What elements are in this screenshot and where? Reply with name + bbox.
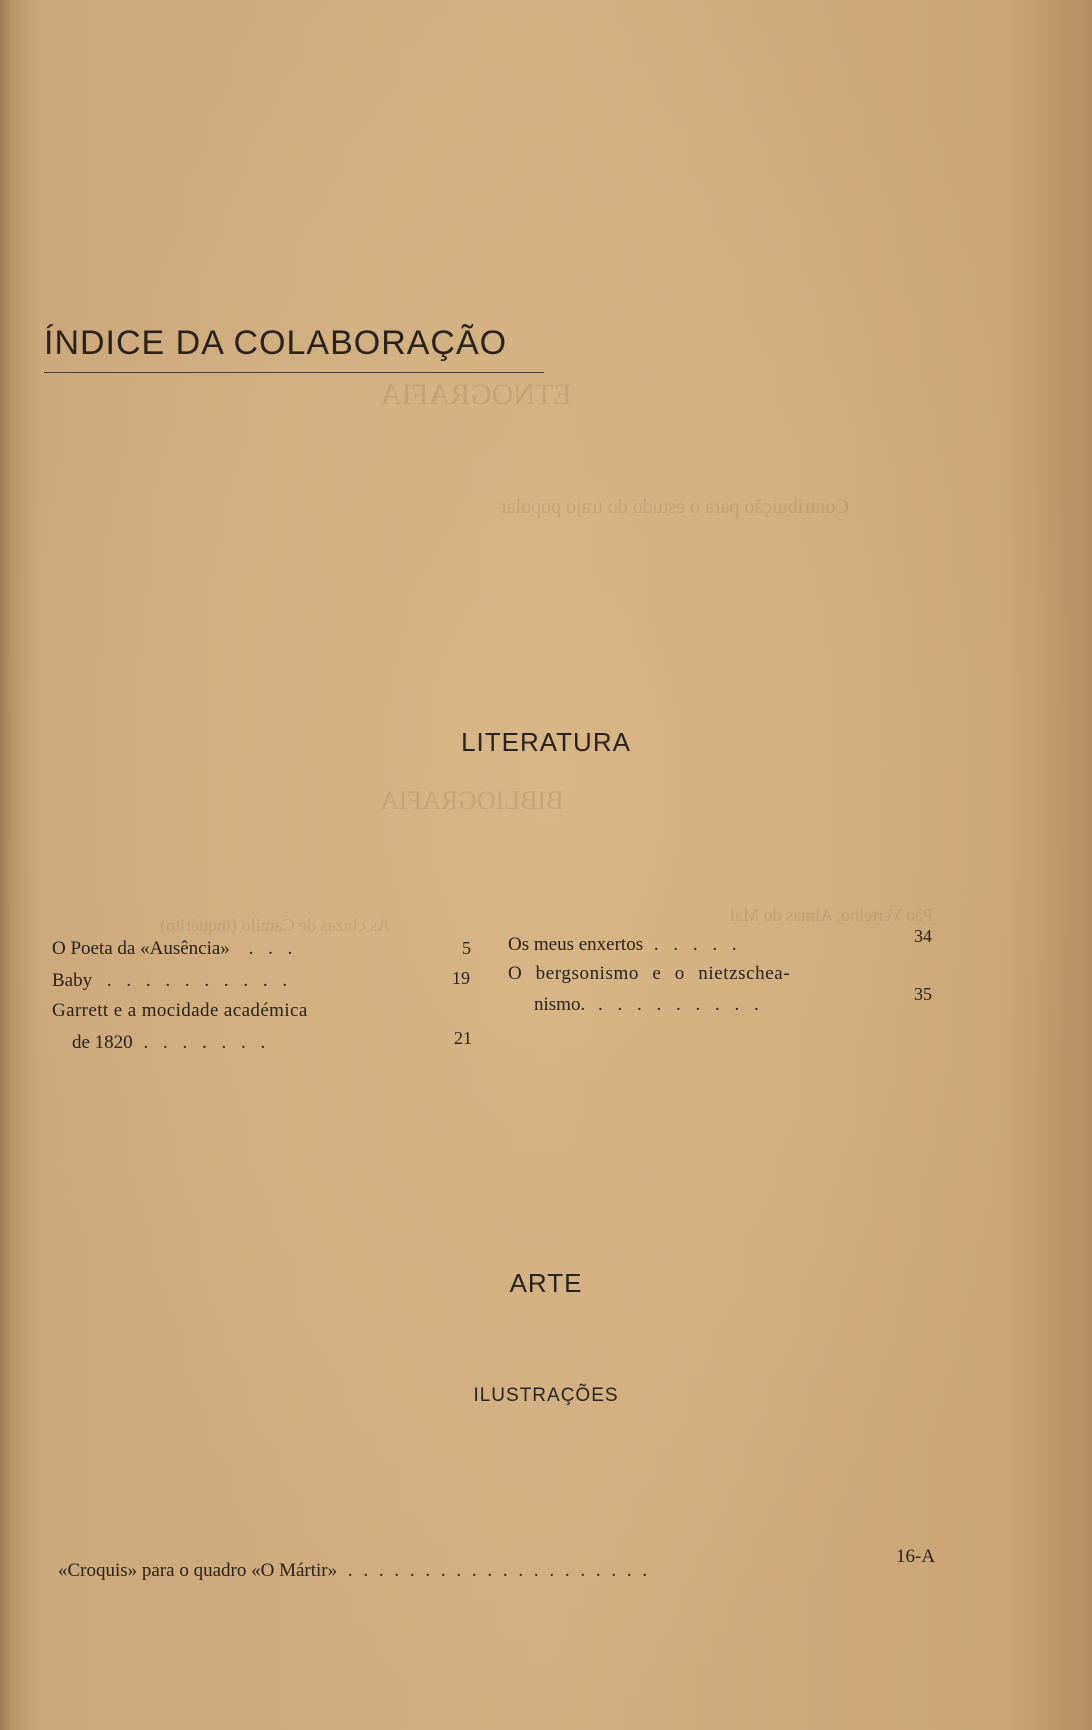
title-underline bbox=[44, 372, 544, 373]
entry-title: Os meus enxertos bbox=[508, 934, 644, 955]
leader-dots: . . . . . bbox=[653, 934, 742, 955]
section-heading-literatura: LITERATURA bbox=[461, 727, 631, 757]
leader-dots: . . . . . . . bbox=[143, 1032, 271, 1053]
page-number: 35 bbox=[914, 984, 932, 1004]
page-number: 34 bbox=[914, 926, 932, 946]
page-number: 16-A bbox=[896, 1546, 936, 1567]
entry-title: O Poeta da «Ausência» bbox=[52, 938, 230, 959]
entry-title: de 1820 bbox=[72, 1032, 133, 1053]
page-number: 19 bbox=[452, 968, 470, 988]
toc-entry bbox=[52, 970, 292, 992]
leader-dots: . . . . . . . . . bbox=[597, 994, 764, 1015]
toc-entry bbox=[58, 1560, 650, 1582]
show-through-text: As cinzas de Camilo (inquérito) bbox=[160, 915, 390, 935]
entry-title: «Croquis» para o quadro «O Mártir» bbox=[58, 1560, 338, 1581]
toc-entry bbox=[508, 934, 742, 956]
toc-entry bbox=[508, 963, 790, 985]
show-through-text: ETNOGRAFIA bbox=[380, 378, 572, 411]
show-through-text: BIBLIOGRAFIA bbox=[380, 786, 564, 815]
show-through-text: Contribuição para o estudo do trajo popular bbox=[500, 496, 849, 518]
leader-dots: . . . bbox=[248, 938, 298, 959]
page-title: ÍNDICE DA COLABORAÇÃO bbox=[44, 324, 508, 362]
section-heading-arte: ARTE bbox=[509, 1268, 583, 1298]
toc-entry bbox=[534, 994, 764, 1016]
entry-title: O bergsonismo e o nietzschea- bbox=[508, 963, 791, 984]
leader-dots: . . . . . . . . . . . . . . . . . . . . bbox=[347, 1560, 651, 1581]
toc-entry bbox=[52, 1000, 308, 1022]
entry-title: nismo. bbox=[534, 994, 586, 1015]
leader-dots: . . . . . . . . . . bbox=[106, 970, 293, 991]
toc-entry bbox=[72, 1032, 270, 1054]
entry-title: Baby bbox=[52, 970, 93, 991]
toc-entry bbox=[52, 938, 297, 960]
subsection-heading-ilustracoes: ILUSTRAÇÕES bbox=[473, 1385, 619, 1406]
page-number: 21 bbox=[454, 1028, 472, 1048]
page-number: 5 bbox=[462, 938, 471, 958]
show-through-text: Pão Vertelho, Almas do Mal bbox=[730, 905, 934, 925]
entry-title: Garrett e a mocidade académica bbox=[52, 1000, 308, 1021]
